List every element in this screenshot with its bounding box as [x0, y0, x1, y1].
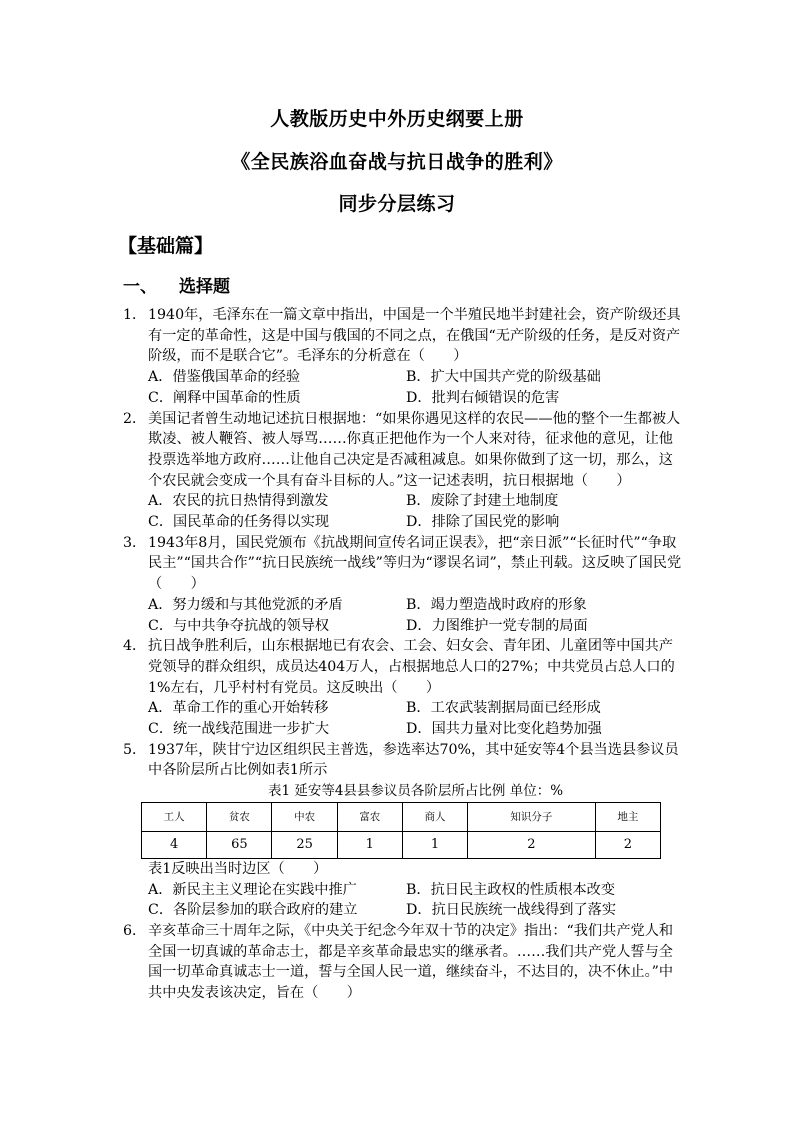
table-caption: 表1 延安等4县县参议员各阶层所占比例 单位：% [267, 783, 564, 800]
option-b[interactable]: B．废除了封建土地制度 [406, 493, 559, 510]
table-header-cell: 贫农 [207, 802, 272, 831]
table-header-cell: 富农 [337, 802, 402, 831]
table-header-cell: 知识分子 [468, 802, 596, 831]
question-text: 1937年，陕甘宁边区组织民主普选，参选率达70%，其中延安等4个县当选县参议员中各阶层所占比例如表1所示 [148, 741, 679, 779]
question-1 [123, 305, 683, 367]
table-header-cell: 工人 [142, 802, 207, 831]
option-d[interactable]: D．抗日民族统一战线得到了落实 [406, 902, 617, 919]
table-cell: 1 [337, 831, 402, 858]
question-3 [123, 533, 683, 595]
table-header-cell: 中农 [272, 802, 337, 831]
option-a[interactable]: A．借鉴俄国革命的经验 [148, 369, 301, 386]
question-text: 抗日战争胜利后，山东根据地已有农会、工会、妇女会、青年团、儿童团等中国共产党领导的群众组织，成员达404万人，占根据地总人口的27%；中共党员占总人口的1%左右，几乎村村有党员。这反映出（ ） [148, 638, 675, 696]
document-title: 人教版历史中外历史纲要上册 [270, 108, 524, 130]
question-number: 2． [123, 410, 147, 427]
question-5 [123, 740, 683, 781]
table-row [142, 831, 661, 858]
question-text: 1943年8月，国民党颁布《抗战期间宣传名词正误表》，把“亲日派”“长征时代”“争取民主”“国共合作”“抗日民族统一战线”等归为“谬误名词”，禁止刊载。这反映了国民党（ ） [148, 534, 682, 593]
question-number: 4． [123, 638, 147, 655]
option-d[interactable]: D．批判右倾错误的危害 [406, 389, 560, 406]
table-header-cell: 商人 [402, 802, 467, 831]
option-a[interactable]: A．革命工作的重心开始转移 [148, 700, 329, 717]
table-cell: 1 [402, 831, 467, 858]
question-1-options [123, 367, 683, 408]
option-b[interactable]: B．工农武装割据局面已经形成 [406, 700, 601, 717]
question-number: 1． [123, 307, 147, 323]
data-table [141, 802, 661, 859]
document-subtitle-practice: 同步分层练习 [338, 193, 456, 215]
section-heading: 【基础篇】 [118, 235, 214, 257]
option-a[interactable]: A．努力缓和与其他党派的矛盾 [148, 596, 343, 613]
question-text: 辛亥革命三十周年之际，《中央关于纪念今年双十节的决定》指出：“我们共产党人和全国一切真诚的革命志士，都是辛亥革命最忠实的继承者。……我们共产党人誓与全国一切革命真诚志士一道，誓与全国人民一道，继续奋斗，不达目的，决不休止。”中共中央发表该决定，旨在（ ） [148, 922, 674, 1002]
table-header-row [142, 802, 661, 831]
table-cell: 25 [272, 831, 337, 858]
question-number: 6． [123, 922, 147, 939]
table-cell: 4 [142, 831, 207, 858]
table-header-cell: 地主 [595, 802, 660, 831]
table-cell: 2 [595, 831, 660, 858]
option-c[interactable]: C．国民革命的任务得以实现 [148, 514, 330, 531]
subsection-number: 一、 [123, 277, 157, 297]
question-number: 5． [123, 741, 147, 758]
option-d[interactable]: D．力图维护一党专制的局面 [406, 617, 588, 634]
option-b[interactable]: B．抗日民主政权的性质根本改变 [406, 881, 616, 898]
option-c[interactable]: C．阐释中国革命的性质 [148, 389, 301, 406]
document-subtitle: 《全民族浴血奋战与抗日战争的胜利》 [231, 151, 563, 173]
question-text: 美国记者曾生动地记述抗日根据地：“如果你遇见这样的农民——他的整个一生都被人欺凌、被人鞭笞、被人辱骂……你真正把他作为一个人来对待，征求他的意见，让他投票选举地方政府……让他自己决定是否减租减息。如果你做到了这一切，那么，这个农民就会变成一个具有奋斗目标的人。”这一记述表明，抗日根据地（ ） [148, 410, 681, 489]
question-text: 1940年，毛泽东在一篇文章中指出，中国是一个半殖民地半封建社会，资产阶级还具有一定的革命性，这是中国与俄国的不同之点，在俄国“无产阶级的任务，是反对资产阶级，而不是联合它”。毛泽东的分析意在（ ） [148, 307, 681, 365]
table-cell: 2 [468, 831, 596, 858]
question-list [123, 305, 683, 1004]
question-3-options [123, 595, 683, 636]
table-cell: 65 [207, 831, 272, 858]
question-2-options [123, 491, 683, 532]
question-2 [123, 409, 683, 492]
option-b[interactable]: B．扩大中国共产党的阶级基础 [406, 369, 601, 386]
question-4 [123, 636, 683, 698]
option-b[interactable]: B．竭力塑造战时政府的形象 [406, 596, 587, 613]
option-c[interactable]: C．统一战线范围进一步扩大 [148, 721, 330, 738]
question-5-followup: 表1反映出当时边区（ ） [148, 860, 328, 877]
option-c[interactable]: C．与中共争夺抗战的领导权 [148, 617, 330, 634]
question-6 [123, 921, 683, 1004]
question-4-options [123, 698, 683, 739]
question-5-options [123, 880, 683, 921]
option-d[interactable]: D．排除了国民党的影响 [406, 514, 560, 531]
option-d[interactable]: D．国共力量对比变化趋势加强 [406, 721, 602, 738]
question-number: 3． [123, 534, 147, 551]
option-a[interactable]: A．新民主主义理论在实践中推广 [148, 881, 357, 898]
subsection-label: 选择题 [179, 277, 230, 297]
option-a[interactable]: A．农民的抗日热情得到激发 [148, 493, 329, 510]
subsection-heading [123, 272, 230, 297]
option-c[interactable]: C．各阶层参加的联合政府的建立 [148, 902, 358, 919]
